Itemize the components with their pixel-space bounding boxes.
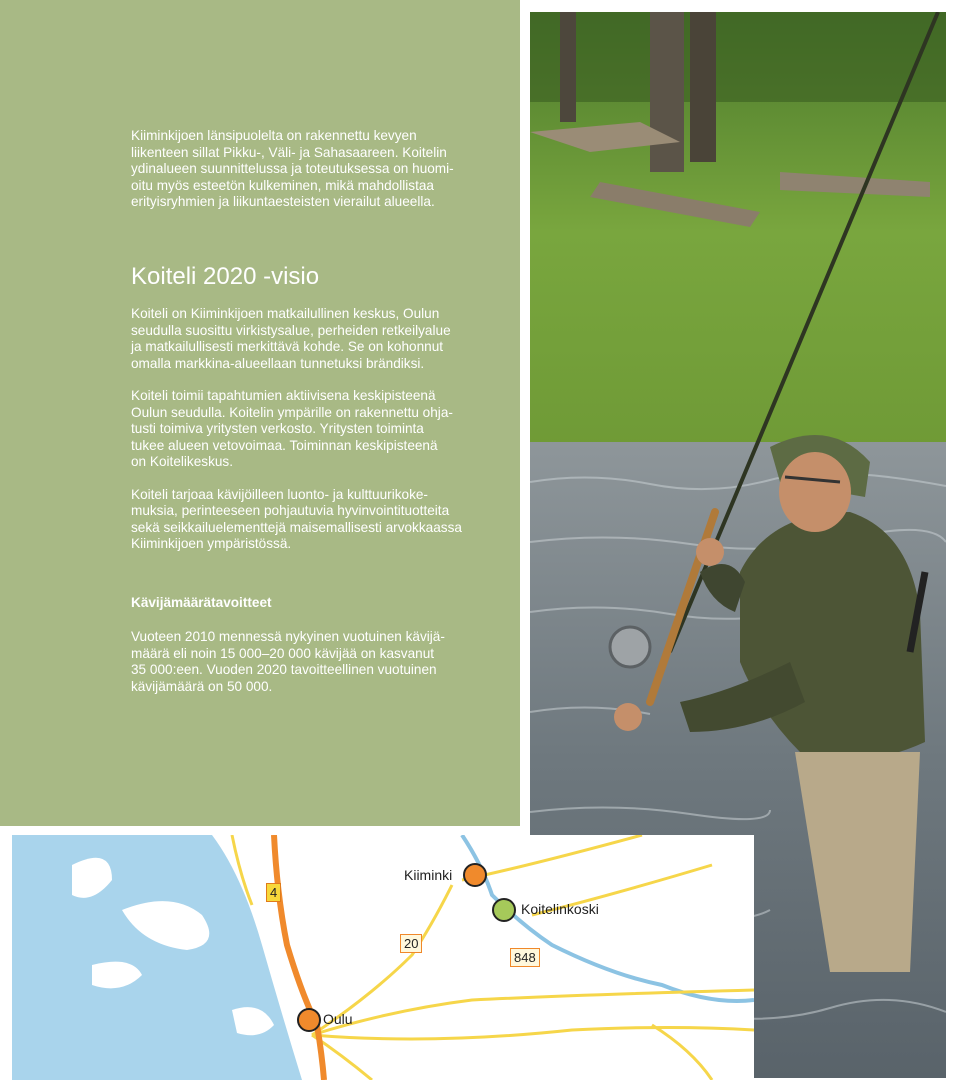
targets-heading: Kävijämäärätavoitteet: [131, 595, 272, 610]
intro-paragraph: Kiiminkijoen länsipuolelta on rakennettu kevyen liikenteen sillat Pikku-, Väli- ja Sahasaareen. Koitelin ydinalueen suunnittelussa ja toteutuksessa on huomi- oitu myös esteetön kulkeminen, mikä mahdollistaa erityisryhmien ja liikuntaesteisten vierailut alueella.: [131, 128, 454, 209]
road-848-sign: 848: [510, 948, 540, 967]
intro-text: [131, 128, 476, 211]
vision-paragraph-1: Koiteli on Kiiminkijoen matkailullinen keskus, Oulun seudulla suosittu virkistysalue, perheiden retkeilyalue ja matkailullisesti merkittävä kohde. Se on kohonnut omalla markkina-alueellaan tunnetuksi brändiksi.: [131, 306, 451, 371]
vision-heading: Koiteli 2020 -visio: [131, 263, 320, 290]
koitelinkoski-label: Koitelinkoski: [521, 901, 599, 917]
vision-paragraph-3: Koiteli tarjoaa kävijöilleen luonto- ja kulttuurikoke- muksia, perinteeseen pohjautuvia hyvinvointituotteita sekä seikkailuelementtejä maisemallisesti arvokkaassa Kiiminkijoen ympäristössä.: [131, 486, 462, 551]
road-4-sign: 4: [266, 883, 281, 902]
kiiminki-label: Kiiminki: [404, 867, 453, 883]
vision-paragraph-2: Koiteli toimii tapahtumien aktiivisena keskipisteenä Oulun seudulla. Koitelin ympärille on rakennettu ohja- tusti toimiva yritysten verkosto. Yritysten toiminta tukee alueen vetovoimaa. Toiminnan keskipisteenä on Koitelikeskus.: [131, 388, 453, 469]
road-20-sign: 20: [400, 934, 422, 953]
targets-paragraph: Vuoteen 2010 mennessä nykyinen vuotuinen kävijä- määrä eli noin 15 000–20 000 kävijää on kasvanut 35 000:een. Vuoden 2020 tavoitteellinen vuotuinen kävijämäärä on 50 000.: [131, 629, 445, 694]
vision-text: [131, 306, 476, 569]
targets-text: [131, 629, 476, 695]
location-map: [12, 835, 754, 1080]
oulu-label: Oulu: [323, 1011, 353, 1027]
